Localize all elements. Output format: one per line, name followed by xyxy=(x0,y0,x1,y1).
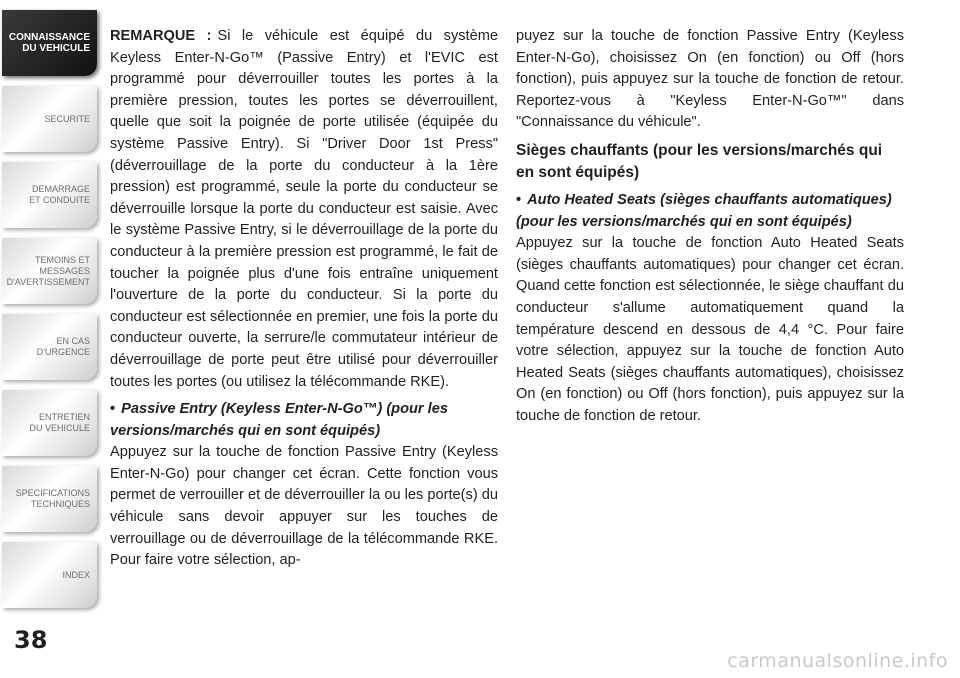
auto-heated-seats-paragraph: Appuyez sur la touche de fonction Auto Heated Seats (sièges chauffants automatiques) pour changer cet écran. Quand cette fonction est sélectionnée, le siège chauffant du conducteur s'allume automatiquement quand la température descend en dessous de 4,4 °C. Pour faire votre sélection, appuyez sur la touche de fonction Auto Heated Seats (sièges chauffants automatiques), choisissez On (en fonction) ou Off (hors fonction), puis appuyez sur la touche de fonction de retour. xyxy=(516,235,904,424)
tab-connaissance-du-vehicule[interactable]: CONNAISSANCE DU VEHICULE xyxy=(2,10,97,76)
bullet-heading-auto-heated-seats xyxy=(516,190,904,233)
note-paragraph xyxy=(110,26,498,393)
note-text: Si le véhicule est équipé du système Keyless Enter-N-Go™ (Passive Entry) et l'EVIC est programmé pour déverrouiller toutes les portes à la première pression, toutes les portes se déverrouillent, quelle que soit la poignée de porte utilisée (équipée du système Passive Entry). Si "Driver Door 1st Press" (déverrouillage de la porte du conducteur à la 1ère pression) est programmé, seule la porte du conducteur se déverrouille lorsque la porte du conducteur est saisie. Avec le système Passive Entry, si le déverrouillage de la porte du conducteur à la première pression est programmé, le fait de toucher la poignée plus d'une fois entraîne uniquement l'ouverture de la porte du conducteur. Si la porte du conducteur est sélectionnée en premier, une fois la porte du conducteur ouverte, la serrure/le commutateur intérieur de déverrouillage de porte peut être utilisé pour déverrouiller toutes les portes (ou utilisez la télécommande RKE). xyxy=(110,28,498,390)
right-column xyxy=(516,26,904,428)
note-label: REMARQUE : xyxy=(110,28,212,44)
bullet-icon: • xyxy=(516,191,522,208)
tab-specifications-techniques[interactable]: SPECIFICATIONS TECHNIQUES xyxy=(2,466,97,532)
section-heading: Sièges chauffants (pour les versions/marchés qui en sont équipés) xyxy=(516,141,883,181)
chapter-tabs xyxy=(0,0,100,678)
watermark: carmanualsonline.info xyxy=(727,650,948,672)
tab-entretien-du-vehicule[interactable]: ENTRETIEN DU VEHICULE xyxy=(2,390,97,456)
bullet-icon: • xyxy=(110,401,116,418)
tab-en-cas-d-urgence[interactable]: EN CAS D'URGENCE xyxy=(2,314,97,380)
continuation-paragraph: puyez sur la touche de fonction Passive Entry (Keyless Enter-N-Go), choisissez On (en fonction) ou Off (hors fonction), puis appuyez sur la touche de fonction de retour. Reportez-vous à "Keyless Enter-N-Go™" dans "Connaissance du véhicule". xyxy=(516,28,904,131)
tab-demarrage-et-conduite[interactable]: DEMARRAGE ET CONDUITE xyxy=(2,162,97,228)
bullet-title: Passive Entry (Keyless Enter-N-Go™) (pour les versions/marchés qui en sont équipés) xyxy=(110,401,448,439)
left-column xyxy=(110,26,498,572)
bullet-title: Auto Heated Seats (sièges chauffants automatiques) (pour les versions/marchés qui en sont équipés) xyxy=(516,191,892,230)
tab-securite[interactable]: SECURITE xyxy=(2,86,97,152)
passive-entry-paragraph: Appuyez sur la touche de fonction Passive Entry (Keyless Enter-N-Go) pour changer cet écran. Cette fonction vous permet de verrouiller et de déverrouiller la ou les porte(s) du véhicule sans devoir appuyer sur les touches de verrouillage ou de déverrouillage de la télécommande RKE. Pour faire votre sélection, ap- xyxy=(110,444,498,569)
bullet-heading-passive-entry xyxy=(110,399,498,442)
tab-temoins-et-messages[interactable]: TEMOINS ET MESSAGES D'AVERTISSEMENT xyxy=(2,238,97,304)
page-number: 38 xyxy=(14,626,48,654)
tab-index[interactable]: INDEX xyxy=(2,542,97,608)
